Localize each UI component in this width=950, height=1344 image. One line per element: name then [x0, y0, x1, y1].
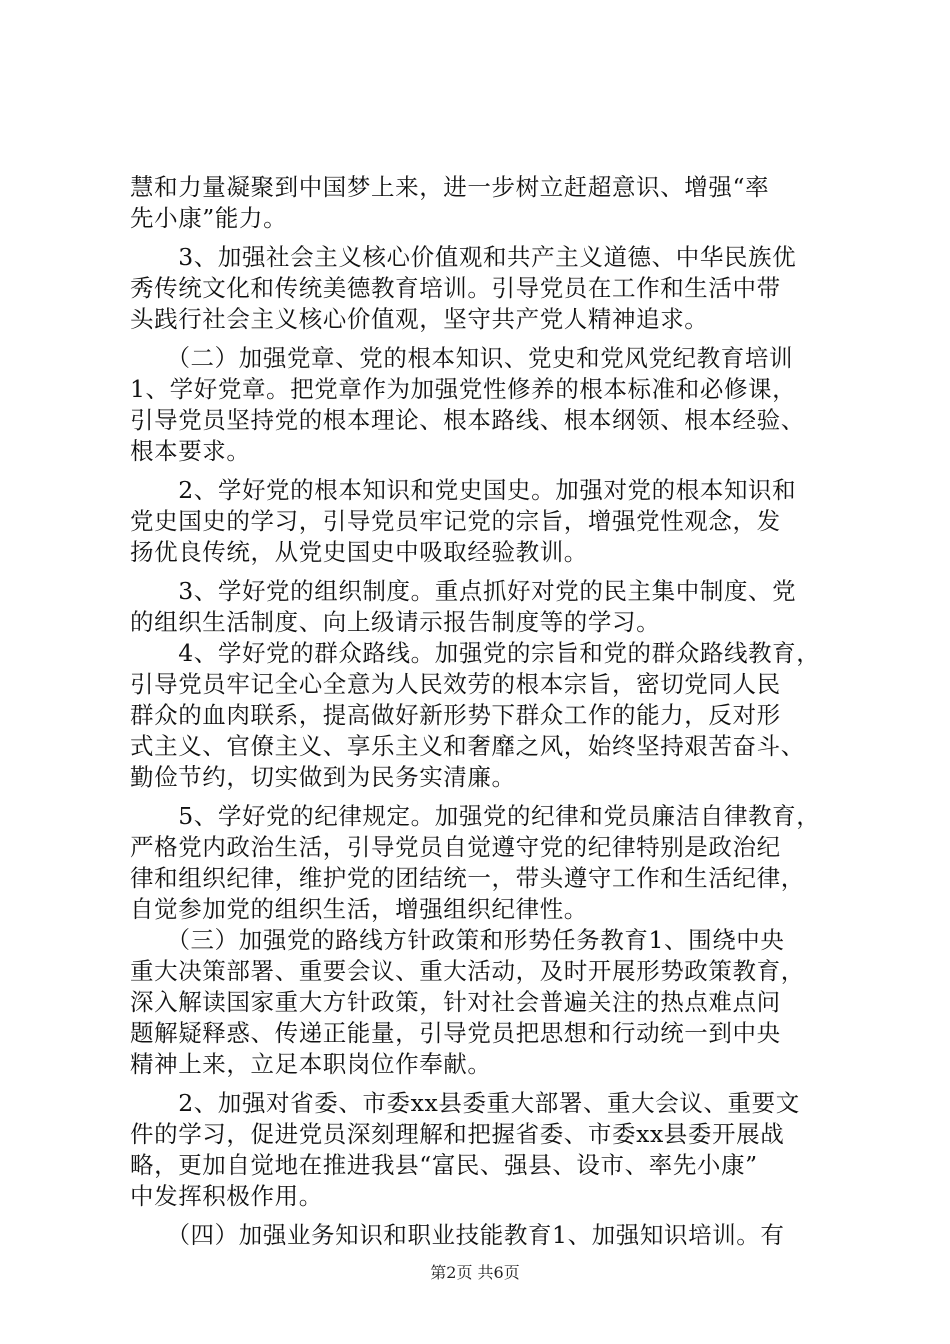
text-line: 件的学习，促进党员深刻理解和把握省委、市委xx县委开展战: [130, 1120, 785, 1148]
text-line: 3、学好党的组织制度。重点抓好对党的民主集中制度、党: [130, 577, 797, 605]
text-line: 重大决策部署、重要会议、重大活动，及时开展形势政策教育，: [130, 957, 805, 985]
page-footer: 第2页 共6页: [430, 1263, 520, 1282]
text-line: 勤俭节约，切实做到为民务实清廉。: [130, 763, 516, 791]
text-line: 中发挥积极作用。: [130, 1182, 323, 1210]
text-line: 头践行社会主义核心价值观，坚守共产党人精神追求。: [130, 305, 709, 333]
text-line: （四）加强业务知识和职业技能教育1、加强知识培训。有: [130, 1221, 785, 1249]
text-line: 扬优良传统，从党史国史中吸取经验教训。: [130, 538, 588, 566]
text-line: （三）加强党的路线方针政策和形势任务教育1、围绕中央: [130, 926, 785, 954]
text-line: 自觉参加党的组织生活，增强组织纪律性。: [130, 895, 588, 923]
text-line: 根本要求。: [130, 437, 251, 465]
text-line: 党史国史的学习，引导党员牢记党的宗旨，增强党性观念，发: [130, 507, 781, 535]
text-line: 先小康”能力。: [130, 204, 288, 232]
text-line: 引导党员坚持党的根本理论、根本路线、根本纲领、根本经验、: [130, 406, 805, 434]
text-line: 2、加强对省委、市委xx县委重大部署、重大会议、重要文: [130, 1089, 800, 1117]
text-line: 群众的血肉联系，提高做好新形势下群众工作的能力，反对形: [130, 701, 781, 729]
text-line: 题解疑释惑、传递正能量，引导党员把思想和行动统一到中央: [130, 1019, 781, 1047]
text-line: 深入解读国家重大方针政策，针对社会普遍关注的热点难点问: [130, 988, 781, 1016]
text-line: 略，更加自觉地在推进我县“富民、强县、设市、率先小康”: [130, 1151, 758, 1179]
text-line: 式主义、官僚主义、享乐主义和奢靡之风，始终坚持艰苦奋斗、: [130, 732, 805, 760]
text-line: 严格党内政治生活，引导党员自觉遵守党的纪律特别是政治纪: [130, 833, 781, 861]
text-line: 1、学好党章。把党章作为加强党性修养的根本标准和必修课，: [130, 375, 797, 403]
text-line: 3、加强社会主义核心价值观和共产主义道德、中华民族优: [130, 243, 797, 271]
text-line: 5、学好党的纪律规定。加强党的纪律和党员廉洁自律教育，: [130, 802, 821, 830]
text-line: 精神上来，立足本职岗位作奉献。: [130, 1050, 492, 1078]
text-line: 慧和力量凝聚到中国梦上来，进一步树立赶超意识、增强“率: [130, 173, 770, 201]
text-line: （二）加强党章、党的根本知识、党史和党风党纪教育培训: [130, 344, 794, 372]
text-line: 2、学好党的根本知识和党史国史。加强对党的根本知识和: [130, 476, 797, 504]
text-line: 秀传统文化和传统美德教育培训。引导党员在工作和生活中带: [130, 274, 781, 302]
text-line: 的组织生活制度、向上级请示报告制度等的学习。: [130, 608, 661, 636]
text-line: 引导党员牢记全心全意为人民效劳的根本宗旨，密切党同人民: [130, 670, 781, 698]
document-body: [130, 172, 830, 1251]
text-line: 律和组织纪律，维护党的团结统一，带头遵守工作和生活纪律，: [130, 864, 805, 892]
text-line: 4、学好党的群众路线。加强党的宗旨和党的群众路线教育，: [130, 639, 821, 667]
